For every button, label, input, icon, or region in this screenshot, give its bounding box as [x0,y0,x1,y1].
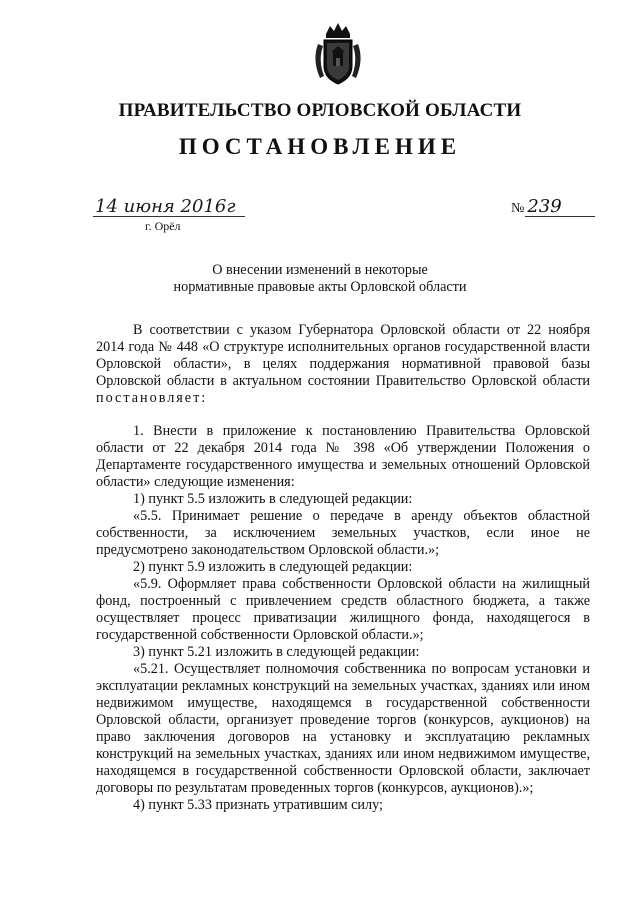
item-paragraph: 1. Внести в приложение к постановлению Правительства Орловской области от 22 декабря 2014 года № 398 «Об утверждении Положения о Департаменте государственного имущества и земельных отношений Орловской области» следующие изменения: [96,423,590,490]
coat-of-arms-icon [308,20,368,88]
number-sign: № [511,201,525,216]
subject [0,262,640,296]
preamble-paragraph [96,322,590,407]
date-underline [93,216,245,217]
subitem-paragraph: 3) пункт 5.21 изложить в следующей редакции: [133,644,420,660]
subject-line: нормативные правовые акты Орловской области [173,279,467,295]
subitem-text: «5.21. Осуществляет полномочия собственника по вопросам установки и эксплуатации рекламных конструкций на земельных участках, зданиях или ином недвижимом имуществе, находящемся в государственной собственности Орловской области, организует проведение торгов (конкурсов, аукционов) на право заключения договоров на установку и эксплуатацию рекламных конструкций на земельных участках, зданиях или ином недвижимом имуществе, находящемся в государственной собственности Орловской области, заключает договоры по результатам проведенных торгов (конкурсов, аукционов).»; [96,661,590,796]
government-title: ПРАВИТЕЛЬСТВО ОРЛОВСКОЙ ОБЛАСТИ [118,100,522,121]
city: г. Орёл [145,219,181,233]
number-block [511,196,591,217]
signing-date: 14 июня 2016г [95,196,236,217]
document-body [96,322,590,814]
resolves-word: постановляет: [96,390,208,406]
number-underline [525,216,595,217]
subitem-paragraph: 1) пункт 5.5 изложить в следующей редакции: [133,491,413,507]
subitem-text: «5.5. Принимает решение о передаче в аренду объектов областной собственности, за исключением земельных участков, если иное не предусмотрено законодательством Орловской области.»; [96,508,590,558]
document-type: ПОСТАНОВЛЕНИЕ [178,134,462,159]
subitem-paragraph: 2) пункт 5.9 изложить в следующей редакции: [133,559,413,575]
subject-line: О внесении изменений в некоторые [212,262,428,278]
document-number: 239 [527,196,562,217]
date-block [95,196,255,233]
subitem-text: «5.9. Оформляет права собственности Орловской области на жилищный фонд, построенный с привлечением средств областного бюджета, а также осуществляет процесс приватизации жилищного фонда, находящегося в государственной собственности Орловской области.»; [96,576,590,643]
subitem-paragraph: 4) пункт 5.33 признать утратившим силу; [133,797,383,813]
preamble-text: В соответствии с указом Губернатора Орловской области от 22 ноября 2014 года № 448 «О структуре исполнительных органов государственной власти Орловской области», в целях поддержания нормативной правовой базы Орловской области в актуальном состоянии Правительство Орловской области [96,322,590,389]
